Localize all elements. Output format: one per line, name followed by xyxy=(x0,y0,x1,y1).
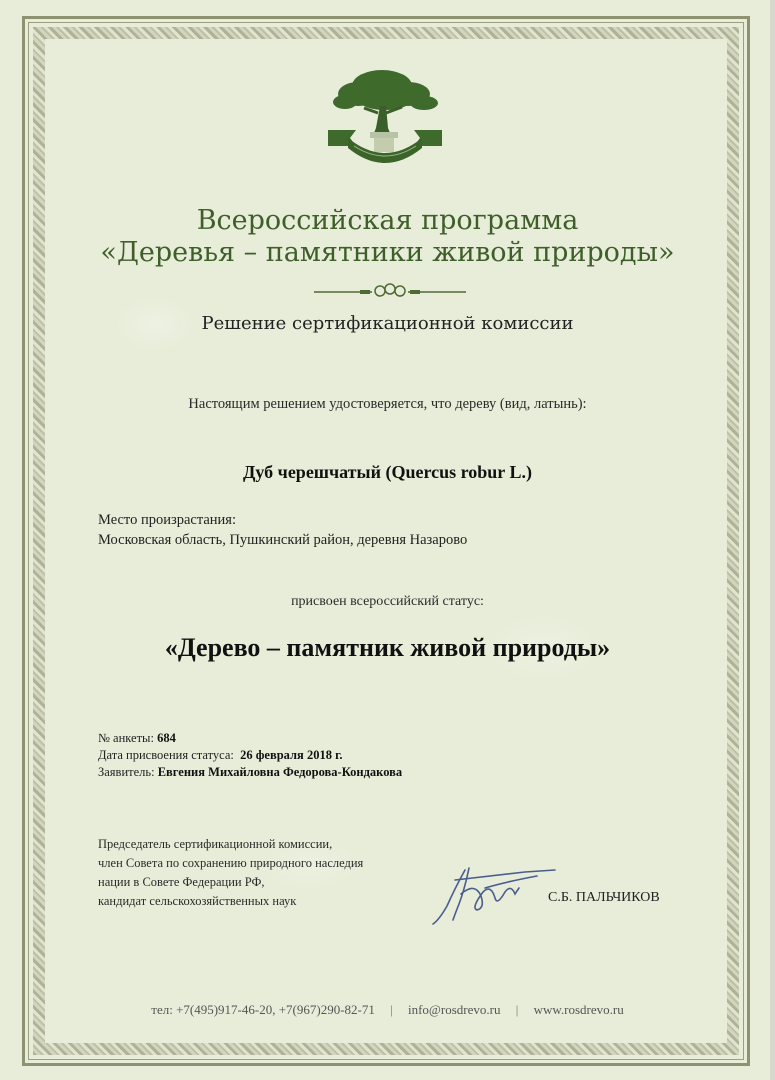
commission-decision-heading: Решение сертификационной комиссии xyxy=(201,313,574,334)
certificate-meta xyxy=(98,730,402,781)
footer-phones: тел: +7(495)917-46-20, +7(967)290-82-71 xyxy=(151,1002,375,1017)
program-title-line1: Всероссийская программа xyxy=(196,205,579,236)
footer-email-link[interactable]: info@rosdrevo.ru xyxy=(407,1002,501,1017)
location-value: Московская область, Пушкинский район, деревня Назарово xyxy=(98,532,468,548)
date-value: 26 февраля 2018 г. xyxy=(240,748,343,762)
tree-species: Дуб черешчатый (Quercus robur L.) xyxy=(243,462,532,482)
chairman-line3: нации в Совете Федерации РФ, xyxy=(98,875,265,889)
chairman-line2: член Совета по сохранению природного наследия xyxy=(98,856,364,870)
signer-name: С.Б. ПАЛЬЧИКОВ xyxy=(548,890,660,905)
contact-footer xyxy=(0,1002,775,1018)
location-block xyxy=(98,510,467,550)
handwritten-signature-icon xyxy=(425,858,565,928)
applicant-value: Евгения Михайловна Федорова-Кондакова xyxy=(157,765,403,779)
form-number-value: 684 xyxy=(157,731,176,745)
chairman-title-block xyxy=(98,835,363,911)
awarded-status: «Дерево – памятник живой природы» xyxy=(164,633,611,662)
status-assigned-text: присвоен всероссийский статус: xyxy=(291,594,484,609)
form-number-row xyxy=(98,730,402,747)
date-label: Дата присвоения статуса: xyxy=(98,748,234,762)
footer-separator: | xyxy=(390,1002,393,1017)
chairman-line4: кандидат сельскохозяйственных наук xyxy=(98,894,297,908)
date-row xyxy=(98,747,402,764)
applicant-row xyxy=(98,764,402,781)
ornamental-divider-icon xyxy=(310,283,470,299)
program-title-line2: «Деревья – памятники живой природы» xyxy=(100,237,675,268)
tree-emblem-icon xyxy=(320,58,450,168)
form-number-label: № анкеты: xyxy=(98,731,154,745)
location-label: Место произрастания: xyxy=(98,512,236,528)
chairman-line1: Председатель сертификационной комиссии, xyxy=(98,837,333,851)
certification-intro: Настоящим решением удостоверяется, что дереву (вид, латынь): xyxy=(188,396,587,412)
applicant-label: Заявитель: xyxy=(98,765,155,779)
footer-separator: | xyxy=(515,1002,519,1017)
footer-website-link[interactable]: www.rosdrevo.ru xyxy=(533,1002,624,1017)
